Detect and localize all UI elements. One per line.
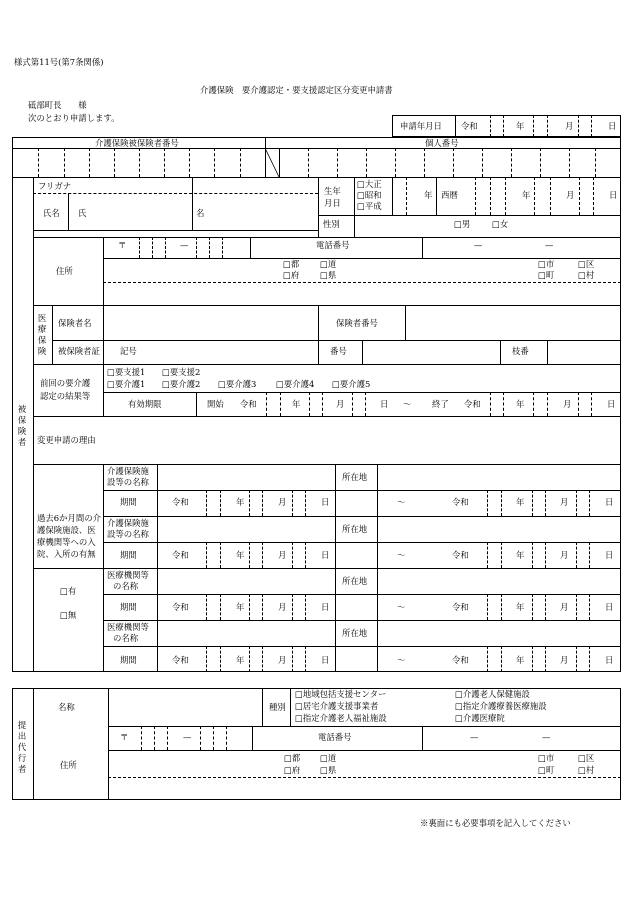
previous-result-label-2: 認定の結果等: [40, 391, 91, 401]
application-date-month: 月: [565, 121, 574, 131]
end-label: 終了: [432, 399, 449, 409]
care-level-support-2[interactable]: □要支援2: [162, 367, 201, 377]
period-2-end-month: 月: [560, 550, 569, 560]
address-label: 住所: [56, 266, 73, 276]
period-2-tilde: ～: [397, 550, 406, 560]
medical-name-label-3b: の名称: [113, 581, 139, 591]
gender-male[interactable]: □男: [454, 219, 471, 229]
city-shi[interactable]: □市: [538, 259, 555, 269]
agent-type-health-facility[interactable]: □介護老人保健施設: [455, 689, 530, 699]
agent-pref-ken[interactable]: □県: [320, 765, 337, 775]
period-3-end-era: 令和: [452, 602, 469, 612]
period-1-end-year: 年: [516, 497, 525, 507]
phone-dash-1: —: [474, 240, 483, 250]
agent-type-center[interactable]: □地域包括支援センター: [295, 689, 387, 699]
past-admission-label-4: 院、入所の有無: [37, 549, 96, 559]
footer-note: ※裏面にも必要事項を記入してください: [420, 818, 571, 828]
postal-mark: 〒: [118, 240, 127, 250]
agent-city-mura[interactable]: □村: [578, 765, 595, 775]
period-3-start-year: 年: [236, 602, 245, 612]
gender-female[interactable]: □女: [492, 219, 509, 229]
insured-number-label: 介護保険被保険者番号: [95, 138, 179, 148]
start-year-unit: 年: [292, 399, 301, 409]
medical-name-label-4a: 医療機関等: [107, 622, 149, 632]
era-showa[interactable]: □昭和: [357, 190, 382, 200]
period-2-end-year: 年: [516, 550, 525, 560]
period-1-end-era: 令和: [452, 497, 469, 507]
period-3-end-day: 日: [605, 602, 614, 612]
period-label-4: 期間: [120, 655, 137, 665]
agent-city-shi[interactable]: □市: [538, 753, 555, 763]
period-3-start-day: 日: [321, 602, 330, 612]
period-4-end-day: 日: [605, 655, 614, 665]
period-1-start-month: 月: [278, 497, 287, 507]
period-label-2: 期間: [120, 550, 137, 560]
insurer-name-label: 保険者名: [58, 318, 92, 328]
pref-to[interactable]: □都: [283, 259, 300, 269]
period-1-end-day: 日: [605, 497, 614, 507]
period-4-end-month: 月: [560, 655, 569, 665]
agent-type-care-hospital[interactable]: □介護医療院: [455, 713, 505, 723]
agent-type-medical-care-facility[interactable]: □指定介護療養医療施設: [455, 701, 547, 711]
period-1-start-era: 令和: [172, 497, 189, 507]
period-3-end-month: 月: [560, 602, 569, 612]
postal-dash: —: [180, 240, 189, 250]
facility-name-label-2a: 介護保険施: [107, 518, 149, 528]
agent-phone-label: 電話番号: [318, 732, 352, 742]
end-day-unit: 日: [607, 399, 616, 409]
period-2-end-era: 令和: [452, 550, 469, 560]
agent-pref-do[interactable]: □道: [320, 753, 337, 763]
application-date-era: 令和: [461, 121, 478, 131]
birth-month-unit: 月: [566, 190, 575, 200]
location-label-1: 所在地: [342, 472, 368, 482]
symbol-label: 記号: [120, 346, 137, 356]
personal-number-label: 個人番号: [425, 138, 459, 148]
start-month-unit: 月: [336, 399, 345, 409]
intro-text: 次のとおり申請します。: [28, 113, 120, 123]
change-reason-label: 変更申請の理由: [37, 435, 96, 445]
western-label: 西暦: [441, 190, 458, 200]
name-label: 氏名: [43, 208, 60, 218]
medical-insurance-label: 医療保険: [37, 313, 47, 356]
past-admission-label-3: 療機関等への入: [37, 537, 96, 547]
period-4-start-month: 月: [278, 655, 287, 665]
agent-phone-dash-2: —: [542, 732, 551, 742]
end-year-unit: 年: [516, 399, 525, 409]
pref-do[interactable]: □道: [320, 259, 337, 269]
period-1-tilde: ～: [397, 497, 406, 507]
period-1-start-year: 年: [236, 497, 245, 507]
period-4-end-year: 年: [516, 655, 525, 665]
insured-section-label: 被保険者: [17, 404, 27, 447]
period-3-start-month: 月: [278, 602, 287, 612]
end-month-unit: 月: [563, 399, 572, 409]
past-admission-label-2: 護保険施設、医: [37, 525, 96, 535]
birth-year-unit: 年: [424, 190, 433, 200]
period-2-start-year: 年: [236, 550, 245, 560]
period-2-start-era: 令和: [172, 550, 189, 560]
insurer-number-label: 保険者番号: [336, 318, 378, 328]
past-admission-label-1: 過去6か月間の介: [37, 513, 101, 523]
period-tilde: ～: [403, 399, 412, 409]
agent-type-home-care[interactable]: □居宅介護支援事業者: [295, 701, 379, 711]
location-label-4: 所在地: [342, 628, 368, 638]
application-date-day: 日: [608, 121, 617, 131]
city-mura[interactable]: □村: [578, 270, 595, 280]
period-3-start-era: 令和: [172, 602, 189, 612]
agent-postal-mark: 〒: [120, 732, 129, 742]
care-level-care-4[interactable]: □要介護4: [276, 379, 315, 389]
city-machi[interactable]: □町: [538, 270, 555, 280]
period-2-start-day: 日: [321, 550, 330, 560]
agent-address-label: 住所: [60, 760, 77, 770]
agent-type-label: 種別: [269, 702, 286, 712]
period-1-end-month: 月: [560, 497, 569, 507]
period-label-1: 期間: [120, 497, 137, 507]
facility-name-label-1b: 設等の名称: [107, 477, 149, 487]
page-title: 介護保険 要介護認定・要支援認定区分変更申請書: [200, 85, 393, 95]
previous-result-label-1: 前回の要介護: [40, 378, 91, 388]
period-3-tilde: ～: [397, 602, 406, 612]
period-3-end-year: 年: [516, 602, 525, 612]
agent-section-label: 提出代行者: [17, 720, 27, 774]
admission-yes[interactable]: □有: [60, 586, 77, 596]
branch-label: 枝番: [512, 346, 529, 356]
pref-fu[interactable]: □府: [283, 270, 300, 280]
start-day-unit: 日: [380, 399, 389, 409]
phone-label: 電話番号: [316, 240, 350, 250]
addressee: 砥部町長 様: [28, 100, 87, 110]
care-level-support-1[interactable]: □要支援1: [107, 367, 146, 377]
medical-name-label-3a: 医療機関等: [107, 570, 149, 580]
pref-ken[interactable]: □県: [320, 270, 337, 280]
form-number: 様式第11号(第7条関係): [14, 57, 104, 67]
care-level-care-3[interactable]: □要介護3: [218, 379, 257, 389]
agent-city-machi[interactable]: □町: [538, 765, 555, 775]
agent-pref-fu[interactable]: □府: [284, 765, 301, 775]
application-date-label: 申請年月日: [400, 121, 442, 131]
agent-phone-dash-1: —: [470, 732, 479, 742]
location-label-3: 所在地: [342, 576, 368, 586]
number-label: 番号: [330, 346, 347, 356]
facility-name-label-1a: 介護保険施: [107, 466, 149, 476]
period-2-end-day: 日: [605, 550, 614, 560]
agent-city-ku[interactable]: □区: [578, 753, 595, 763]
city-ku[interactable]: □区: [578, 259, 595, 269]
application-date-year: 年: [516, 121, 525, 131]
start-label: 開始: [207, 399, 224, 409]
valid-period-label: 有効期限: [128, 399, 162, 409]
start-era: 令和: [240, 399, 257, 409]
birth-western-year-unit: 年: [522, 190, 531, 200]
end-era: 令和: [464, 399, 481, 409]
period-4-start-era: 令和: [172, 655, 189, 665]
care-level-care-2[interactable]: □要介護2: [162, 379, 201, 389]
birth-day-unit: 日: [609, 190, 618, 200]
admission-no[interactable]: □無: [60, 610, 77, 620]
era-heisei[interactable]: □平成: [357, 201, 382, 211]
birth-label-1: 生年: [324, 186, 341, 196]
care-level-care-5[interactable]: □要介護5: [332, 379, 371, 389]
furigana-label: フリガナ: [38, 181, 72, 191]
agent-pref-to[interactable]: □都: [284, 753, 301, 763]
agent-type-welfare-facility[interactable]: □指定介護老人福祉施設: [295, 713, 387, 723]
period-2-start-month: 月: [278, 550, 287, 560]
period-4-tilde: ～: [397, 655, 406, 665]
care-level-care-1[interactable]: □要介護1: [107, 379, 146, 389]
location-label-2: 所在地: [342, 524, 368, 534]
family-name-label: 氏: [78, 208, 87, 218]
period-1-start-day: 日: [321, 497, 330, 507]
phone-dash-2: —: [545, 240, 554, 250]
period-4-end-era: 令和: [452, 655, 469, 665]
period-4-start-year: 年: [236, 655, 245, 665]
insurance-card-label: 被保険者証: [58, 346, 100, 356]
agent-name-label: 名称: [58, 702, 75, 712]
gender-label: 性別: [323, 219, 340, 229]
birth-label-2: 月日: [324, 198, 341, 208]
agent-postal-dash: —: [183, 732, 192, 742]
period-4-start-day: 日: [321, 655, 330, 665]
medical-name-label-4b: の名称: [113, 633, 139, 643]
era-taisho[interactable]: □大正: [357, 179, 382, 189]
period-label-3: 期間: [120, 602, 137, 612]
given-name-label: 名: [196, 208, 205, 218]
facility-name-label-2b: 設等の名称: [107, 529, 149, 539]
